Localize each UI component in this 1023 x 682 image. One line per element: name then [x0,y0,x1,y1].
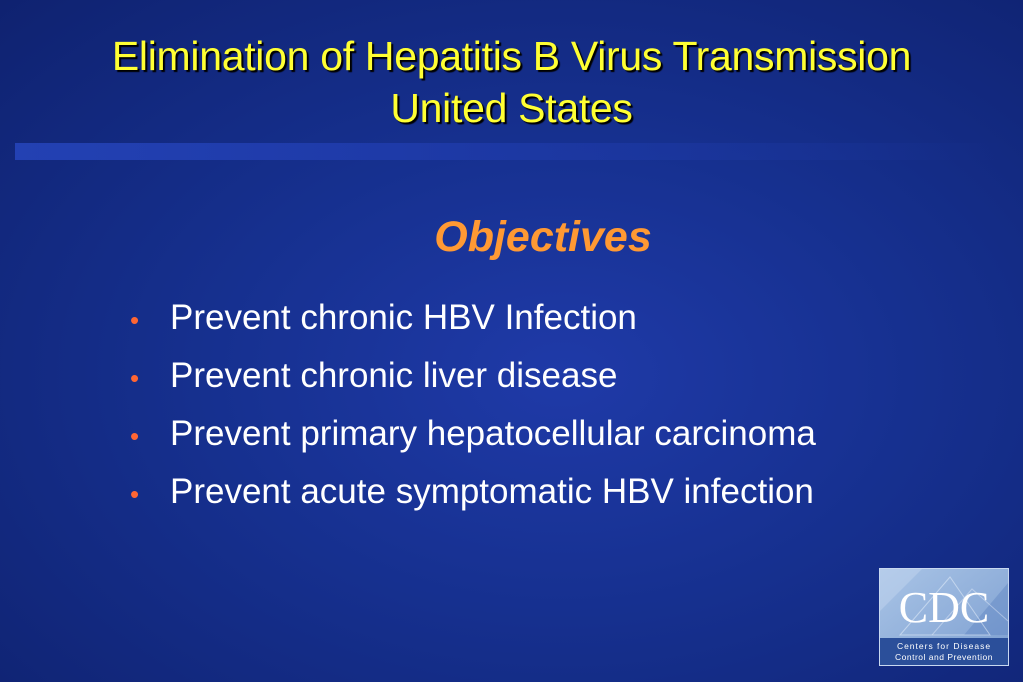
list-item-text: Prevent primary hepatocellular carcinoma [170,414,816,453]
bullet-icon: • [130,421,140,451]
list-item-text: Prevent chronic HBV Infection [170,298,637,337]
cdc-logo-graphic [880,569,1008,665]
slide-title [0,30,1023,134]
objectives-heading: Objectives [434,213,652,261]
objectives-list [130,294,816,526]
list-item [130,410,816,468]
bullet-icon: • [130,363,140,393]
list-item-text: Prevent acute symptomatic HBV infection [170,472,814,511]
cdc-tagline-line-1: Centers for Disease [896,641,992,651]
slide-title-line-1: Elimination of Hepatitis B Virus Transmission [111,33,912,79]
title-divider [15,143,1005,160]
list-item [130,352,816,410]
cdc-logo [879,568,1009,666]
list-item [130,468,816,526]
bullet-icon: • [130,479,140,509]
cdc-wordmark: CDC [898,583,990,632]
slide-title-line-2: United States [390,85,633,131]
bullet-icon: • [130,305,140,335]
list-item-text: Prevent chronic liver disease [170,356,618,395]
list-item [130,294,816,352]
cdc-tagline-line-2: Control and Prevention [895,652,993,662]
